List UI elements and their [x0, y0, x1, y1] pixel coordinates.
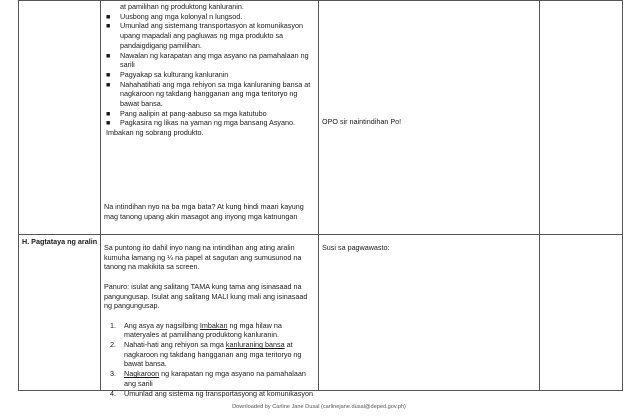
col-divider	[539, 0, 540, 390]
list-item: ■ Nawalan ng karapatan ang mga asyano na pamahalaan ng sarili	[106, 50, 309, 70]
section-h-label: H. Pagtataya ng aralin	[22, 237, 98, 246]
answer-key-label: Susi sa pagwawasto:	[322, 243, 390, 252]
quiz-item: 1. Ang asya ay nagsilbing Imbakan ng mga hilaw na materyales at pamilihang produktong kanluranin.	[110, 320, 282, 340]
row-divider	[18, 234, 623, 235]
col-divider	[622, 0, 623, 390]
bullet-icon: ■	[106, 11, 111, 21]
assessment-cell	[104, 243, 316, 398]
list-item: ■ Umunlad ang sistemang transportasyon at komunikasyon upang mapadali ang pagluwas ng mga produkto sa pandaigdigang pamilihan.	[106, 21, 303, 50]
table-top-border	[18, 0, 623, 1]
bullet-icon: ■	[106, 118, 111, 128]
list-item: ■ Pang aalipin at pang-aabuso sa mga katutubo	[106, 108, 267, 118]
effects-list	[104, 2, 316, 128]
col-divider	[18, 0, 19, 390]
bullet-icon: ■	[106, 108, 111, 118]
list-item: ■ Nahahatihati ang mga rehiyon sa mga kanluraning bansa at nagkaroon ng takdang hangganan ang mga teritoryo ng bawat bansa.	[106, 79, 311, 109]
bullet-icon: ■	[106, 79, 111, 89]
activity-cell	[104, 2, 316, 138]
quiz-item: 2. Nahati-hati ang rehiyon sa mga kanluraning bansa at nagkaroon ng takdang hangganan ang mga teritoryo ng bawat bansa.	[110, 340, 302, 369]
col-divider	[318, 0, 319, 390]
assessment-intro: Sa puntong ito dahil inyo nang na intindihan ang ating aralin kumuha lamang ng ¼ na papel at sagutan ang sumusunod na tanong na makikita sa screen.	[104, 243, 302, 272]
bullet-icon: ■	[106, 21, 111, 31]
lesson-table	[18, 0, 623, 398]
list-item: at pamilihan ng produktong kanluranin.	[120, 2, 244, 11]
download-footer: Downloaded by Carline Jane Dusal (carlinejane.dusal@deped.gov.ph)	[232, 404, 406, 410]
bullet-icon: ■	[106, 50, 111, 60]
col-divider	[100, 0, 101, 390]
list-item: ■ Pagyakap sa kulturang kanluranin	[106, 69, 229, 79]
quiz-list	[104, 321, 316, 399]
panuto-text: Panuro: isulat ang salitang TAMA kung tama ang isinasaad na pangungusap. Isulat ang salitang MALI kung mali ang isinasaad ng pangungusap.	[104, 281, 308, 311]
quiz-item: 4. Umunlad ang sistema ng transportasyong at komunikasyon	[110, 388, 313, 398]
question-text: Na intindihan nyo na ba mga bata? At kung hindi maari kayung mag tanong upang akin masagot ang inyong mga katnungan	[104, 202, 304, 221]
quiz-item: 3. Nagkaroon ng karapatan ng mga asyano na pamahalaan ang sarili	[110, 369, 306, 388]
student-response: OPO sir naintindihan Po!	[322, 117, 402, 126]
list-item: ■ Uusbong ang mga kolonyal n lungsod.	[106, 11, 243, 21]
list-item: ■ Pagkasira ng likas na yaman ng mga bansang Asyano.	[106, 118, 296, 128]
bullet-icon: ■	[106, 69, 111, 79]
imbakan-line: Imbakan ng sobrang produkto.	[106, 128, 204, 138]
